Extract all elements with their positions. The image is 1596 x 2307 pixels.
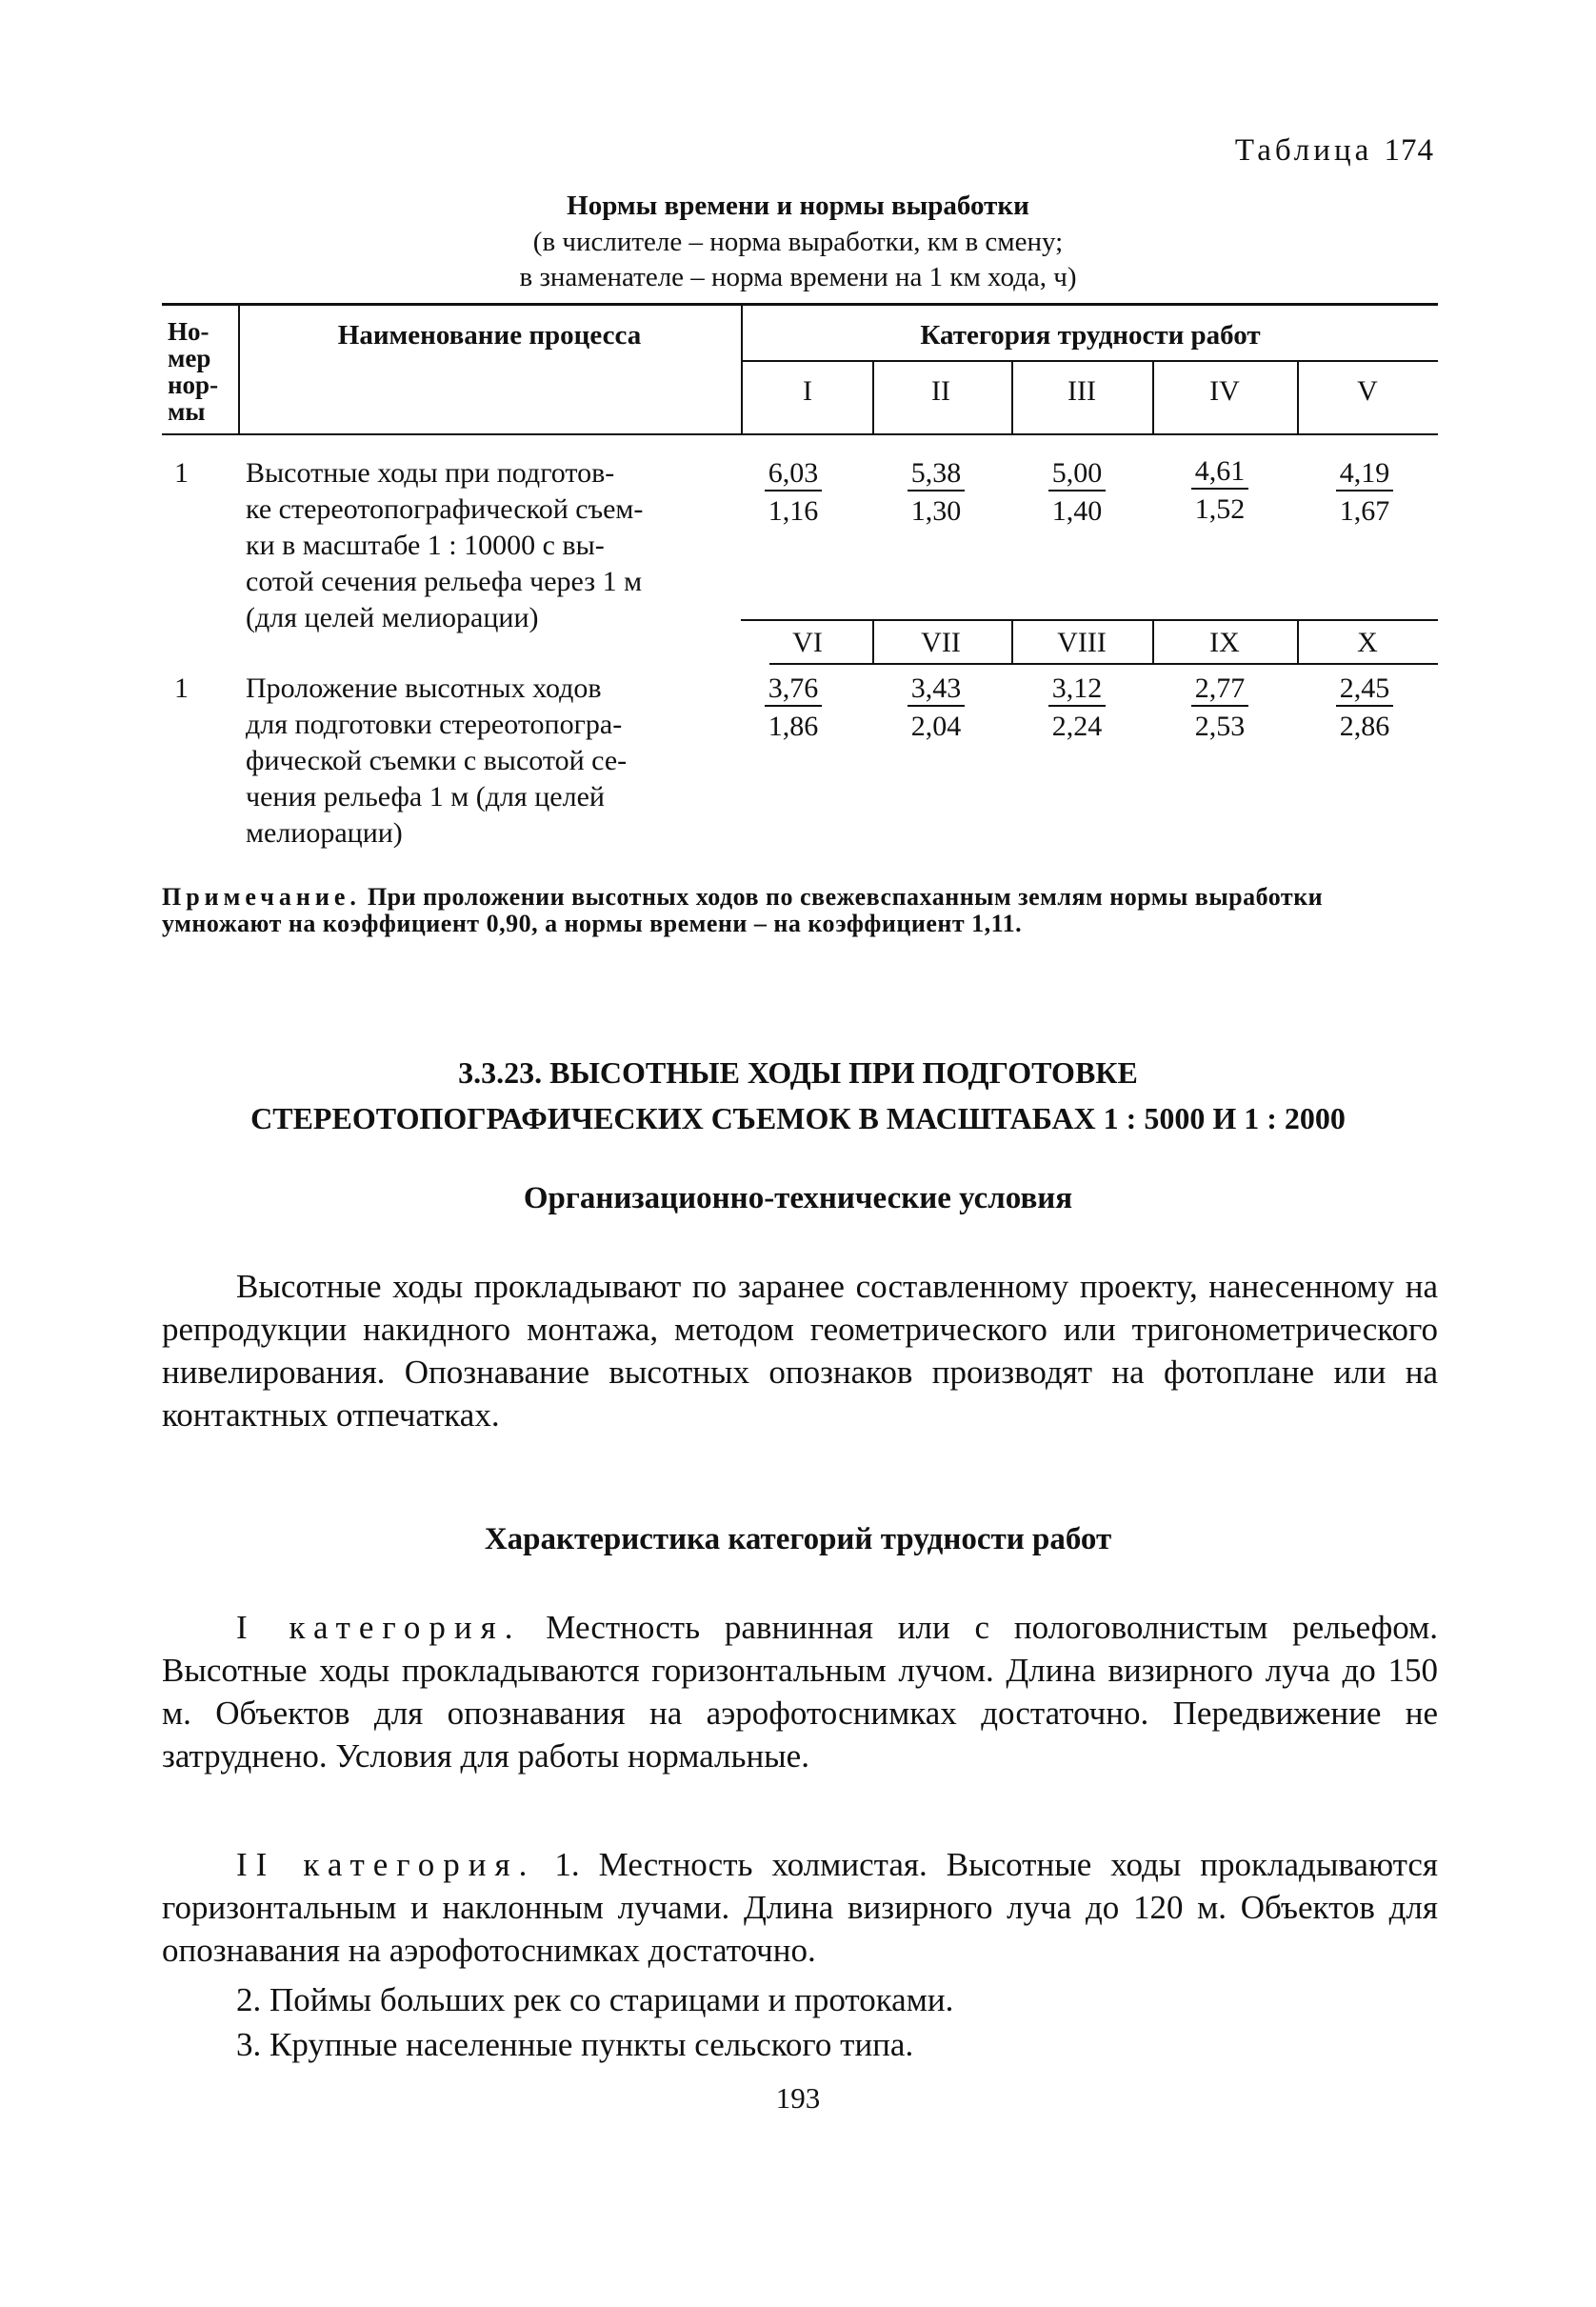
- org-conditions-title: Организационно-технические условия: [523, 1181, 1073, 1215]
- col-num-header-line: Но-: [168, 317, 209, 346]
- col-num-header-line: мы: [168, 397, 206, 426]
- norm-output: 4,61: [1191, 455, 1249, 490]
- row-2-number: 1: [174, 672, 189, 704]
- cat2-vline-4: [1297, 621, 1299, 665]
- row-1-cat-I: [741, 457, 846, 528]
- row-2-process-name: [246, 671, 712, 852]
- norm-output: 5,38: [908, 457, 966, 491]
- process-name-line: чения рельефа 1 м (для целей: [246, 781, 605, 812]
- row-2-cat-VIII: [1025, 672, 1129, 743]
- category-1-text: [162, 1606, 1438, 1777]
- org-conditions-text: [162, 1265, 1438, 1436]
- cat-header-I: I: [803, 375, 812, 407]
- cat-header-VII: VII: [921, 627, 961, 658]
- category-1-label: I категория.: [236, 1609, 522, 1646]
- norm-output: 5,00: [1048, 457, 1107, 491]
- table-label: [1235, 133, 1434, 169]
- cat-header-IV: IV: [1209, 375, 1240, 407]
- process-name-line: ке стереотопографической съем-: [246, 493, 644, 525]
- norm-output: 2,45: [1336, 672, 1394, 707]
- process-name-line: фической съемки с высотой се-: [246, 745, 628, 776]
- row-2-cat-VI: [741, 672, 846, 743]
- org-text: Высотные ходы прокладывают по заранее составленному проекту, нанесенному на репродукции накидного монтажа, методом геометрического или тригонометрического нивелирования. Опознавание высотных опознаков производят на фотоплане или на контактных отпечатках.: [162, 1268, 1438, 1434]
- row-1-number: 1: [174, 457, 189, 489]
- norm-time: 1,16: [768, 495, 819, 527]
- norm-output: 4,19: [1336, 457, 1394, 491]
- row-1-process-name: [246, 455, 712, 636]
- process-name-line: сотой сечения рельефа через 1 м: [246, 566, 643, 597]
- header-vline-6: [1297, 362, 1299, 434]
- row-1-cat-IV: [1167, 455, 1272, 526]
- norm-output: 3,12: [1048, 672, 1107, 707]
- norm-time: 2,24: [1051, 711, 1103, 742]
- process-name-line: Проложение высотных ходов: [246, 672, 602, 704]
- table-caption-title: Нормы времени и нормы выработки: [567, 191, 1029, 221]
- cat-header-X: X: [1357, 627, 1378, 658]
- norm-time: 1,52: [1194, 493, 1246, 525]
- norm-time: 2,04: [910, 711, 962, 742]
- norm-output: 3,76: [765, 672, 823, 707]
- table-label-word: Таблица: [1234, 133, 1373, 168]
- table-caption-line2: (в числителе – норма выработки, км в смену;: [532, 227, 1064, 257]
- header-cat-rule: [741, 360, 1438, 362]
- section-heading: [0, 1050, 1596, 1141]
- difficulty-characteristics-title: Характеристика категорий трудности работ: [484, 1522, 1112, 1556]
- category-2-item-2: 2. Поймы больших рек со старицами и протоками.: [236, 1981, 954, 2018]
- header-vline-5: [1152, 362, 1154, 434]
- norm-time: 2,53: [1194, 711, 1246, 742]
- norm-time: 2,86: [1339, 711, 1390, 742]
- row-2-cat-VII: [884, 672, 988, 743]
- header-bottom-rule: [162, 433, 1438, 435]
- cat-header-II: II: [931, 375, 950, 407]
- row-1-cat-III: [1025, 457, 1129, 528]
- category-2-label: II категория.: [236, 1846, 536, 1883]
- table-top-rule: [162, 303, 1438, 306]
- cat2-bottom-rule: [769, 663, 1438, 665]
- process-name-line: (для целей мелиорации): [246, 602, 539, 633]
- table-label-number: 174: [1384, 133, 1434, 168]
- section-heading-line1: 3.3.23. ВЫСОТНЫЕ ХОДЫ ПРИ ПОДГОТОВКЕ: [458, 1055, 1138, 1090]
- process-name-line: мелиорации): [246, 817, 403, 849]
- cat-header-VI: VI: [792, 627, 823, 658]
- cat2-top-rule: [741, 619, 1438, 621]
- cat-header-VIII: VIII: [1057, 627, 1107, 658]
- section-heading-line2: СТЕРЕОТОПОГРАФИЧЕСКИХ СЪЕМОК В МАСШТАБАХ 1 : 5000 И 1 : 2000: [250, 1101, 1346, 1135]
- col-num-header-line: мер: [168, 344, 211, 372]
- note-label: Примечание.: [162, 883, 361, 911]
- process-name-line: для подготовки стереотопогра-: [246, 709, 623, 740]
- norm-time: 1,30: [910, 495, 962, 527]
- row-1-cat-V: [1312, 457, 1417, 528]
- category-1-description: Местность равнинная или с пологоволнистым рельефом. Высотные ходы прокладываются горизонтальным лучом. Длина визирного луча до 150 м. Объектов для опознавания на аэрофотоснимках достаточно. Передвижение не затруднено. Условия для работы нормальные.: [162, 1609, 1438, 1775]
- norm-output: 6,03: [765, 457, 823, 491]
- process-name-line: ки в масштабе 1 : 10000 с вы-: [246, 530, 605, 561]
- table-caption-line3: в знаменателе – норма времени на 1 км хода, ч): [519, 262, 1077, 292]
- row-2-cat-IX: [1167, 672, 1272, 743]
- cat-header-V: V: [1357, 375, 1378, 407]
- norm-time: 1,40: [1051, 495, 1103, 527]
- header-vline-4: [1011, 362, 1013, 434]
- cat2-vline-3: [1152, 621, 1154, 665]
- row-2-cat-X: [1312, 672, 1417, 743]
- norm-output: 3,43: [908, 672, 966, 707]
- process-name-line: Высотные ходы при подготов-: [246, 457, 615, 489]
- col-num-header-line: нор-: [168, 371, 219, 399]
- norm-time: 1,86: [768, 711, 819, 742]
- col-category-header: Категория трудности работ: [920, 320, 1261, 351]
- col-num-header: [168, 318, 234, 425]
- note-text: При проложении высотных ходов по свежевспаханным землям нормы выработки умножают на коэффициент 0,90, а нормы времени – на коэффициент 1,11.: [162, 883, 1324, 937]
- category-2-item-3: 3. Крупные населенные пункты сельского типа.: [236, 2026, 914, 2063]
- row-1-cat-II: [884, 457, 988, 528]
- norm-output: 2,77: [1191, 672, 1249, 707]
- col-name-header: Наименование процесса: [337, 320, 642, 351]
- cat2-vline-2: [1011, 621, 1013, 665]
- norm-time: 1,67: [1339, 495, 1390, 527]
- cat-header-III: III: [1067, 375, 1096, 407]
- page-number: 193: [775, 2081, 821, 2115]
- category-2-description: 1. Местность холмистая. Высотные ходы прокладываются горизонтальным и наклонным лучами. Длина визирного луча до 120 м. Объектов для опознавания на аэрофотоснимках достаточно.: [162, 1846, 1439, 1969]
- category-2-text: [162, 1843, 1438, 1972]
- table-note: [162, 884, 1438, 937]
- cat-header-IX: IX: [1209, 627, 1240, 658]
